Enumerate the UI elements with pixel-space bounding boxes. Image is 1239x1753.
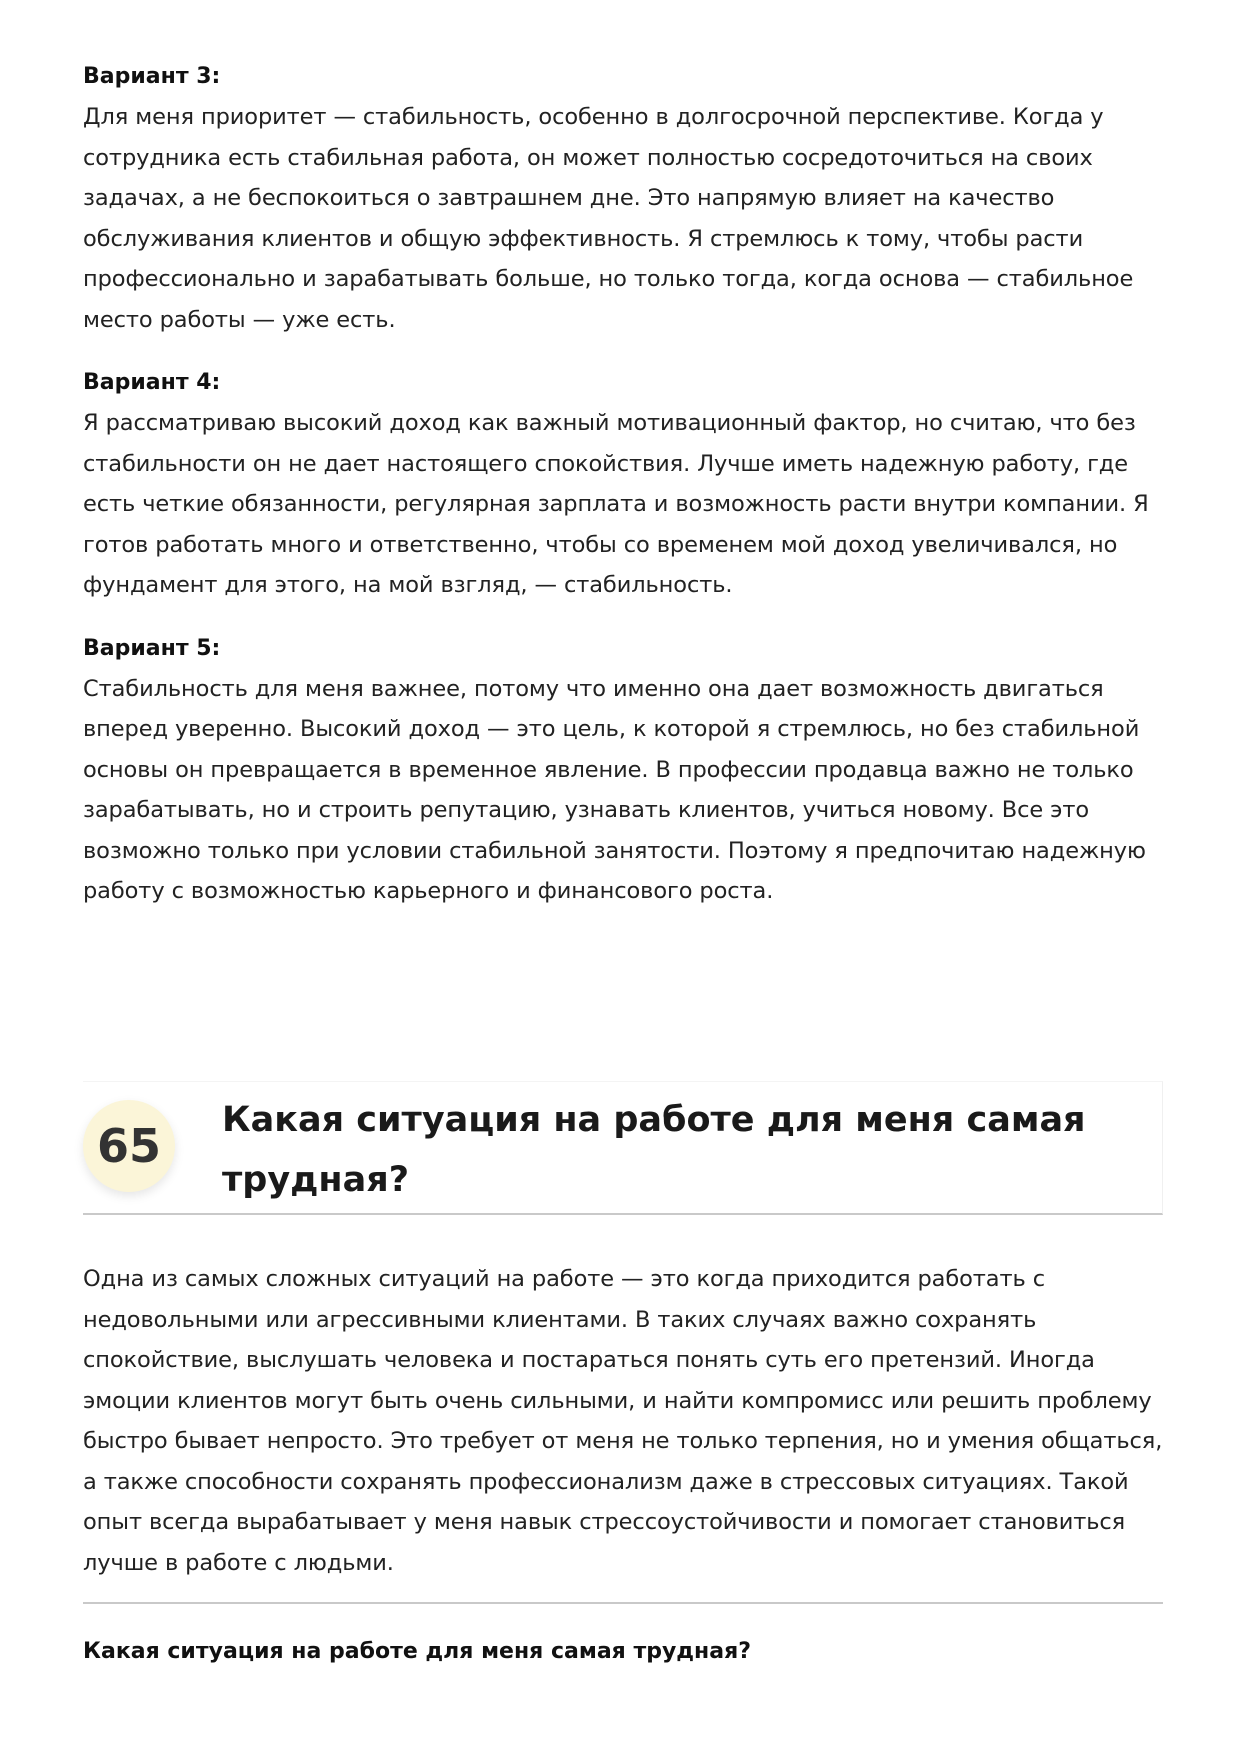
variant-text: Стабильность для меня важнее, потому что именно она дает возможность двигаться вперед уверенно. Высокий доход — это цель, к которой я стремлюсь, но без стабильной основы он превращается в временное явление. В профессии продавца важно не только зарабатывать, но и строить репутацию, узнавать клиентов, учиться новому. Все это возможно только при условии стабильной занятости. Поэтому я предпочитаю надежную работу с возможностью карьерного и финансового роста. (83, 675, 1146, 904)
variant-4 (83, 363, 1163, 606)
variant-text: Я рассматриваю высокий доход как важный мотивационный фактор, но считаю, что без стабильности он не дает настоящего спокойствия. Лучше иметь надежную работу, где есть четкие обязанности, регулярная зарплата и возможность расти внутри компании. Я готов работать много и ответственно, чтобы со временем мой доход увеличивался, но фундамент для этого, на мой взгляд, — стабильность. (83, 410, 1149, 598)
variant-title: Вариант 3: (83, 64, 221, 89)
question-number-badge: 65 (83, 1100, 175, 1192)
question-header (83, 1081, 1163, 1215)
variant-3 (83, 57, 1163, 340)
variant-title: Вариант 4: (83, 370, 221, 395)
variants-section (83, 57, 1163, 935)
question-title: Какая ситуация на работе для меня самая трудная? (222, 1100, 1086, 1200)
variant-title: Вариант 5: (83, 635, 221, 661)
question-answer: Одна из самых сложных ситуаций на работе — это когда приходится работать с недовольными или агрессивными клиентами. В таких случаях важно сохранять спокойствие, выслушать человека и постараться понять суть его претензий. Иногда эмоции клиентов могут быть очень сильными, и найти компромисс или решить проблему быстро бывает непросто. Это требует от меня не только терпения, но и умения общаться, а также способности сохранять профессионализм даже в стрессовых ситуациях. Такой опыт всегда вырабатывает у меня навык стрессоустойчивости и помогает становиться лучше в работе с людьми. (83, 1266, 1163, 1576)
variant-5 (83, 629, 1163, 912)
variant-text: Для меня приоритет — стабильность, особенно в долгосрочной перспективе. Когда у сотрудника есть стабильная работа, он может полностью сосредоточиться на своих задачах, а не беспокоиться о завтрашнем дне. Это напрямую влияет на качество обслуживания клиентов и общую эффективность. Я стремлюсь к тому, чтобы расти профессионально и зарабатывать больше, но только тогда, когда основа — стабильное место работы — уже есть. (83, 104, 1134, 333)
footer-question-heading: Какая ситуация на работе для меня самая трудная? (83, 1639, 751, 1664)
section-divider (83, 1602, 1163, 1604)
